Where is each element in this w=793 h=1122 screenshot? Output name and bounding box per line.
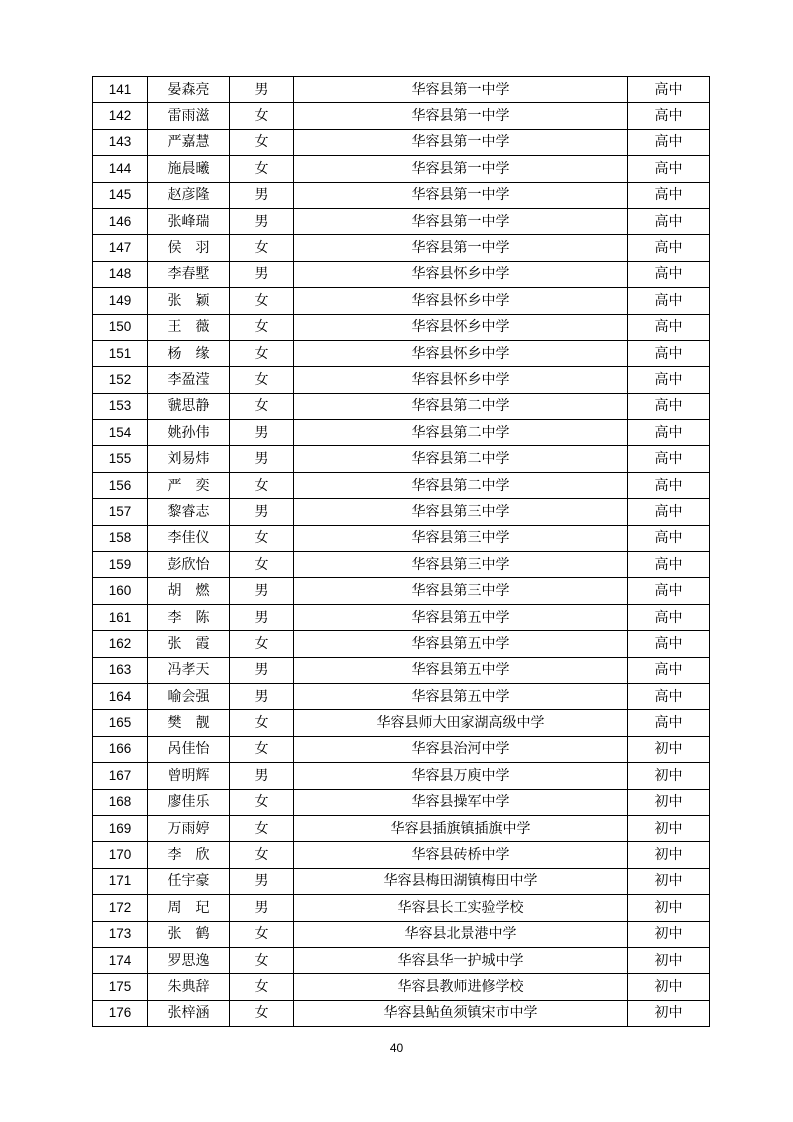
row-number-cell: 168 (93, 789, 148, 815)
student-name-cell: 李 欣 (148, 842, 230, 868)
level-cell: 初中 (628, 868, 710, 894)
school-cell: 华容县第五中学 (294, 604, 628, 630)
student-name-cell: 张峰瑞 (148, 208, 230, 234)
row-number-cell: 162 (93, 631, 148, 657)
gender-cell: 男 (230, 657, 294, 683)
level-cell: 初中 (628, 921, 710, 947)
gender-cell: 女 (230, 789, 294, 815)
school-cell: 华容县北景港中学 (294, 921, 628, 947)
school-cell: 华容县第一中学 (294, 129, 628, 155)
school-cell: 华容县砖桥中学 (294, 842, 628, 868)
student-table (92, 76, 710, 1027)
table-row (93, 657, 710, 683)
gender-cell: 女 (230, 815, 294, 841)
level-cell: 高中 (628, 657, 710, 683)
level-cell: 高中 (628, 420, 710, 446)
row-number-cell: 166 (93, 736, 148, 762)
level-cell: 高中 (628, 367, 710, 393)
table-row (93, 947, 710, 973)
student-name-cell: 张 鹤 (148, 921, 230, 947)
level-cell: 初中 (628, 842, 710, 868)
school-cell: 华容县怀乡中学 (294, 261, 628, 287)
student-name-cell: 樊 靓 (148, 710, 230, 736)
row-number-cell: 172 (93, 895, 148, 921)
school-cell: 华容县鲇鱼须镇宋市中学 (294, 1000, 628, 1026)
school-cell: 华容县操军中学 (294, 789, 628, 815)
page-number: 40 (389, 1041, 404, 1055)
table-row (93, 182, 710, 208)
table-row (93, 472, 710, 498)
level-cell: 初中 (628, 1000, 710, 1026)
table-row (93, 683, 710, 709)
student-name-cell: 晏森亮 (148, 77, 230, 103)
student-name-cell: 朱典辞 (148, 974, 230, 1000)
level-cell: 高中 (628, 288, 710, 314)
row-number-cell: 145 (93, 182, 148, 208)
gender-cell: 男 (230, 763, 294, 789)
student-name-cell: 虢思静 (148, 393, 230, 419)
level-cell: 初中 (628, 736, 710, 762)
table-row (93, 789, 710, 815)
table-row (93, 921, 710, 947)
student-name-cell: 呙佳怡 (148, 736, 230, 762)
table-row (93, 77, 710, 103)
table-row (93, 710, 710, 736)
table-row (93, 895, 710, 921)
table-row (93, 288, 710, 314)
gender-cell: 女 (230, 314, 294, 340)
table-row (93, 736, 710, 762)
school-cell: 华容县插旗镇插旗中学 (294, 815, 628, 841)
gender-cell: 女 (230, 736, 294, 762)
gender-cell: 男 (230, 868, 294, 894)
level-cell: 高中 (628, 156, 710, 182)
school-cell: 华容县第五中学 (294, 631, 628, 657)
table-row (93, 314, 710, 340)
school-cell: 华容县第一中学 (294, 182, 628, 208)
student-name-cell: 胡 燃 (148, 578, 230, 604)
table-row (93, 367, 710, 393)
row-number-cell: 146 (93, 208, 148, 234)
table-row (93, 1000, 710, 1026)
level-cell: 高中 (628, 446, 710, 472)
level-cell: 高中 (628, 604, 710, 630)
student-name-cell: 黎睿志 (148, 499, 230, 525)
school-cell: 华容县教师进修学校 (294, 974, 628, 1000)
gender-cell: 女 (230, 235, 294, 261)
row-number-cell: 153 (93, 393, 148, 419)
school-cell: 华容县第一中学 (294, 77, 628, 103)
level-cell: 高中 (628, 208, 710, 234)
student-name-cell: 周 玘 (148, 895, 230, 921)
level-cell: 高中 (628, 499, 710, 525)
level-cell: 高中 (628, 472, 710, 498)
school-cell: 华容县第一中学 (294, 208, 628, 234)
gender-cell: 男 (230, 895, 294, 921)
student-name-cell: 张 颖 (148, 288, 230, 314)
row-number-cell: 170 (93, 842, 148, 868)
row-number-cell: 148 (93, 261, 148, 287)
row-number-cell: 176 (93, 1000, 148, 1026)
student-name-cell: 喻会强 (148, 683, 230, 709)
row-number-cell: 173 (93, 921, 148, 947)
gender-cell: 女 (230, 156, 294, 182)
row-number-cell: 144 (93, 156, 148, 182)
row-number-cell: 147 (93, 235, 148, 261)
gender-cell: 男 (230, 604, 294, 630)
student-name-cell: 严 奕 (148, 472, 230, 498)
school-cell: 华容县怀乡中学 (294, 314, 628, 340)
row-number-cell: 158 (93, 525, 148, 551)
level-cell: 初中 (628, 763, 710, 789)
school-cell: 华容县长工实验学校 (294, 895, 628, 921)
row-number-cell: 161 (93, 604, 148, 630)
row-number-cell: 154 (93, 420, 148, 446)
gender-cell: 女 (230, 393, 294, 419)
table-row (93, 129, 710, 155)
table-row (93, 604, 710, 630)
table-row (93, 420, 710, 446)
school-cell: 华容县第五中学 (294, 683, 628, 709)
school-cell: 华容县第一中学 (294, 103, 628, 129)
table-row (93, 446, 710, 472)
school-cell: 华容县怀乡中学 (294, 340, 628, 366)
gender-cell: 男 (230, 578, 294, 604)
gender-cell: 女 (230, 1000, 294, 1026)
school-cell: 华容县华一护城中学 (294, 947, 628, 973)
row-number-cell: 174 (93, 947, 148, 973)
gender-cell: 男 (230, 446, 294, 472)
table-row (93, 578, 710, 604)
row-number-cell: 169 (93, 815, 148, 841)
student-name-cell: 侯 羽 (148, 235, 230, 261)
student-name-cell: 姚孙伟 (148, 420, 230, 446)
level-cell: 高中 (628, 235, 710, 261)
school-cell: 华容县万庾中学 (294, 763, 628, 789)
gender-cell: 女 (230, 974, 294, 1000)
level-cell: 高中 (628, 683, 710, 709)
student-name-cell: 李盈滢 (148, 367, 230, 393)
row-number-cell: 151 (93, 340, 148, 366)
row-number-cell: 159 (93, 552, 148, 578)
gender-cell: 女 (230, 129, 294, 155)
level-cell: 高中 (628, 631, 710, 657)
level-cell: 初中 (628, 947, 710, 973)
student-name-cell: 刘易炜 (148, 446, 230, 472)
row-number-cell: 157 (93, 499, 148, 525)
level-cell: 初中 (628, 789, 710, 815)
gender-cell: 男 (230, 683, 294, 709)
student-name-cell: 雷雨滋 (148, 103, 230, 129)
school-cell: 华容县第三中学 (294, 578, 628, 604)
gender-cell: 女 (230, 921, 294, 947)
gender-cell: 男 (230, 208, 294, 234)
table-row (93, 974, 710, 1000)
row-number-cell: 143 (93, 129, 148, 155)
level-cell: 高中 (628, 710, 710, 736)
gender-cell: 女 (230, 288, 294, 314)
table-row (93, 261, 710, 287)
table-row (93, 103, 710, 129)
level-cell: 高中 (628, 552, 710, 578)
row-number-cell: 160 (93, 578, 148, 604)
gender-cell: 男 (230, 182, 294, 208)
level-cell: 高中 (628, 129, 710, 155)
row-number-cell: 142 (93, 103, 148, 129)
table-row (93, 631, 710, 657)
table-row (93, 842, 710, 868)
row-number-cell: 163 (93, 657, 148, 683)
level-cell: 初中 (628, 974, 710, 1000)
school-cell: 华容县第二中学 (294, 393, 628, 419)
school-cell: 华容县怀乡中学 (294, 288, 628, 314)
row-number-cell: 171 (93, 868, 148, 894)
student-name-cell: 李春墅 (148, 261, 230, 287)
gender-cell: 女 (230, 710, 294, 736)
table-row (93, 156, 710, 182)
row-number-cell: 152 (93, 367, 148, 393)
row-number-cell: 149 (93, 288, 148, 314)
row-number-cell: 150 (93, 314, 148, 340)
gender-cell: 女 (230, 631, 294, 657)
school-cell: 华容县第二中学 (294, 472, 628, 498)
table-row (93, 208, 710, 234)
gender-cell: 女 (230, 103, 294, 129)
school-cell: 华容县第二中学 (294, 446, 628, 472)
level-cell: 高中 (628, 182, 710, 208)
student-name-cell: 严嘉慧 (148, 129, 230, 155)
row-number-cell: 155 (93, 446, 148, 472)
school-cell: 华容县师大田家湖高级中学 (294, 710, 628, 736)
student-name-cell: 廖佳乐 (148, 789, 230, 815)
level-cell: 高中 (628, 340, 710, 366)
level-cell: 初中 (628, 895, 710, 921)
level-cell: 高中 (628, 578, 710, 604)
gender-cell: 女 (230, 842, 294, 868)
student-name-cell: 罗思逸 (148, 947, 230, 973)
gender-cell: 女 (230, 947, 294, 973)
row-number-cell: 164 (93, 683, 148, 709)
student-name-cell: 曾明辉 (148, 763, 230, 789)
gender-cell: 女 (230, 552, 294, 578)
student-name-cell: 彭欣怡 (148, 552, 230, 578)
table-row (93, 815, 710, 841)
gender-cell: 男 (230, 77, 294, 103)
gender-cell: 男 (230, 261, 294, 287)
level-cell: 初中 (628, 815, 710, 841)
gender-cell: 男 (230, 420, 294, 446)
table-row (93, 525, 710, 551)
school-cell: 华容县第一中学 (294, 235, 628, 261)
gender-cell: 女 (230, 525, 294, 551)
school-cell: 华容县第三中学 (294, 499, 628, 525)
school-cell: 华容县第三中学 (294, 525, 628, 551)
student-table-body (93, 77, 710, 1027)
student-name-cell: 张 霞 (148, 631, 230, 657)
table-row (93, 552, 710, 578)
level-cell: 高中 (628, 314, 710, 340)
table-row (93, 393, 710, 419)
gender-cell: 女 (230, 367, 294, 393)
level-cell: 高中 (628, 525, 710, 551)
row-number-cell: 156 (93, 472, 148, 498)
level-cell: 高中 (628, 103, 710, 129)
student-name-cell: 赵彦隆 (148, 182, 230, 208)
table-row (93, 499, 710, 525)
student-name-cell: 杨 缘 (148, 340, 230, 366)
student-name-cell: 施晨曦 (148, 156, 230, 182)
row-number-cell: 175 (93, 974, 148, 1000)
school-cell: 华容县第二中学 (294, 420, 628, 446)
school-cell: 华容县第五中学 (294, 657, 628, 683)
table-row (93, 763, 710, 789)
level-cell: 高中 (628, 261, 710, 287)
school-cell: 华容县梅田湖镇梅田中学 (294, 868, 628, 894)
student-name-cell: 李佳仪 (148, 525, 230, 551)
student-name-cell: 李 陈 (148, 604, 230, 630)
level-cell: 高中 (628, 77, 710, 103)
student-name-cell: 任宇豪 (148, 868, 230, 894)
table-row (93, 235, 710, 261)
student-name-cell: 万雨婷 (148, 815, 230, 841)
level-cell: 高中 (628, 393, 710, 419)
gender-cell: 女 (230, 340, 294, 366)
student-name-cell: 冯孝天 (148, 657, 230, 683)
gender-cell: 女 (230, 472, 294, 498)
student-name-cell: 王 薇 (148, 314, 230, 340)
school-cell: 华容县治河中学 (294, 736, 628, 762)
table-row (93, 868, 710, 894)
row-number-cell: 165 (93, 710, 148, 736)
row-number-cell: 167 (93, 763, 148, 789)
student-name-cell: 张梓涵 (148, 1000, 230, 1026)
table-row (93, 340, 710, 366)
school-cell: 华容县第三中学 (294, 552, 628, 578)
school-cell: 华容县怀乡中学 (294, 367, 628, 393)
row-number-cell: 141 (93, 77, 148, 103)
gender-cell: 男 (230, 499, 294, 525)
school-cell: 华容县第一中学 (294, 156, 628, 182)
